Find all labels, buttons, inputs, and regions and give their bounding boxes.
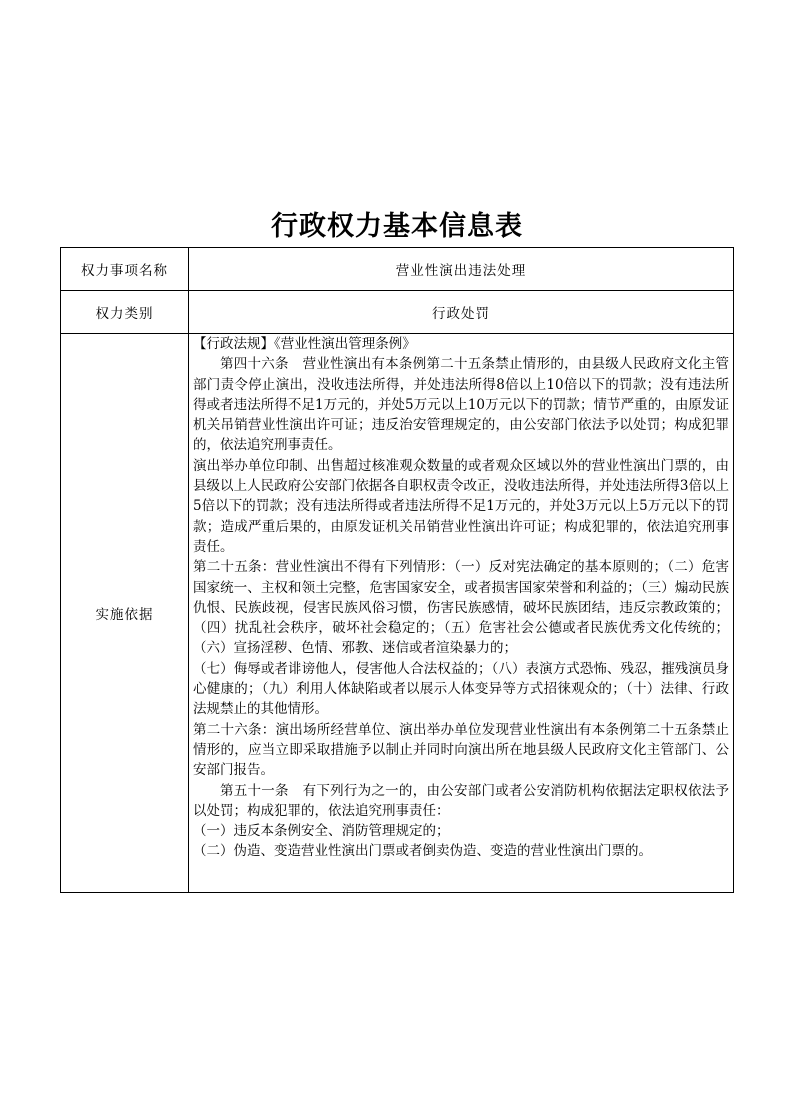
basis-paragraph: （二）伪造、变造营业性演出门票或者倒卖伪造、变造的营业性演出门票的。 (193, 843, 652, 860)
basis-paragraph: （一）违反本条例安全、消防管理规定的； (193, 823, 450, 840)
basis-paragraph: 第五十一条 有下列行为之一的，由公安部门或者公安消防机构依据法定职权依法予以处罚；构成犯罪的，依法追究刑事责任： (193, 782, 729, 819)
power-name-label: 权力事项名称 (61, 248, 189, 291)
basis-content (189, 334, 734, 893)
basis-paragraph: 第二十六条：演出场所经营单位、演出举办单位发现营业性演出有本条例第二十五条禁止情形的，应当立即采取措施予以制止并同时向演出所在地县级人民政府文化主管部门、公安部门报告。 (193, 721, 729, 779)
info-table (60, 247, 734, 893)
page-title: 行政权力基本信息表 (271, 211, 523, 242)
power-category-label: 权力类别 (61, 291, 189, 334)
power-category-value: 行政处罚 (189, 291, 734, 334)
basis-paragraph: （七）侮辱或者诽谤他人，侵害他人合法权益的；（八）表演方式恐怖、残忍，摧残演员身心健康的；（九）利用人体缺陷或者以展示人体变异等方式招徕观众的；（十）法律、行政法规禁止的其他情形。 (193, 660, 729, 718)
power-name-value: 营业性演出违法处理 (189, 248, 734, 291)
basis-paragraph: 第二十五条：营业性演出不得有下列情形：（一）反对宪法确定的基本原则的；（二）危害国家统一、主权和领土完整，危害国家安全，或者损害国家荣誉和利益的；（三）煽动民族仇恨、民族歧视，侵害民族风俗习惯，伤害民族感情，破坏民族团结，违反宗教政策的；（四）扰乱社会秩序，破坏社会稳定的；（五）危害社会公德或者民族优秀文化传统的；（六）宣扬淫秽、色情、邪教、迷信或者渲染暴力的； (193, 559, 729, 657)
basis-paragraph: 【行政法规】《营业性演出管理条例》 (193, 336, 416, 352)
table-row (61, 334, 734, 893)
table-row (61, 248, 734, 291)
basis-label: 实施依据 (61, 334, 189, 893)
basis-paragraph: 演出举办单位印制、出售超过核准观众数量的或者观众区域以外的营业性演出门票的，由县级以上人民政府公安部门依据各自职权责令改正，没收违法所得，并处违法所得3倍以上5倍以下的罚款；没有违法所得或者违法所得不足1万元的，并处3万元以上5万元以下的罚款；造成严重后果的，由原发证机关吊销营业性演出许可证；构成犯罪的，依法追究刑事责任。 (193, 457, 729, 555)
basis-paragraph: 第四十六条 营业性演出有本条例第二十五条禁止情形的，由县级人民政府文化主管部门责令停止演出，没收违法所得，并处违法所得8倍以上10倍以下的罚款；没有违法所得或者违法所得不足1万元的，并处5万元以上10万元以下的罚款；情节严重的，由原发证机关吊销营业性演出许可证；违反治安管理规定的，由公安部门依法予以处罚；构成犯罪的，依法追究刑事责任。 (193, 356, 729, 454)
table-row (61, 291, 734, 334)
